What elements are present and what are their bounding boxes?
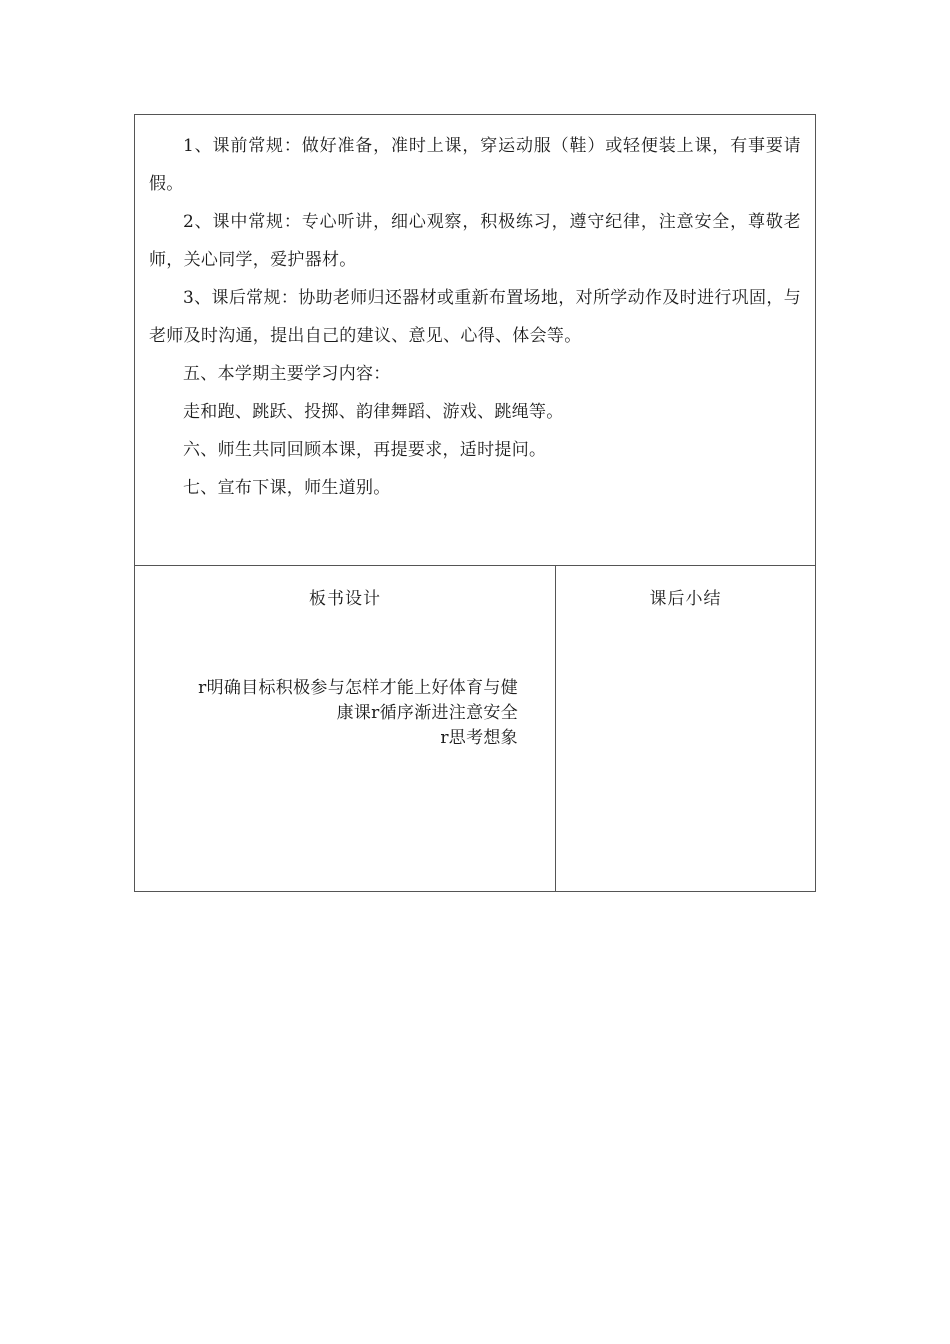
paragraph-post-class-routine: 3、课后常规：协助老师归还器材或重新布置场地，对所学动作及时进行巩固，与老师及时沟通，提出自己的建议、意见、心得、体会等。 [149,288,801,346]
paragraph-in-class-routine: 2、课中常规：专心听讲，细心观察，积极练习，遵守纪律，注意安全，尊敬老师，关心同学，爱护器材。 [149,212,801,270]
paragraph-semester-content-heading: 五、本学期主要学习内容： [183,364,391,384]
paragraph-semester-content: 走和跑、跳跃、投掷、韵律舞蹈、游戏、跳绳等。 [183,402,564,422]
lesson-plan-table [134,114,816,892]
board-design-content [155,676,518,751]
board-line: r明确目标积极参与怎样才能上好体育与健 [198,678,518,698]
paragraph-review: 六、师生共同回顾本课，再提要求，适时提问。 [183,440,547,460]
after-class-summary-heading: 课后小结 [649,589,722,609]
board-design-cell [135,566,556,891]
paragraph-dismissal: 七、宣布下课，师生道别。 [183,478,391,498]
board-design-heading: 板书设计 [309,589,381,609]
board-line: 康课r循序渐进注意安全 [336,703,518,723]
board-line: r思考想象 [440,728,518,748]
after-class-summary-cell [556,566,815,891]
paragraph-pre-class-routine: 1、课前常规：做好准备，准时上课，穿运动服（鞋）或轻便装上课，有事要请假。 [149,136,801,194]
lesson-notes-cell [135,115,815,566]
